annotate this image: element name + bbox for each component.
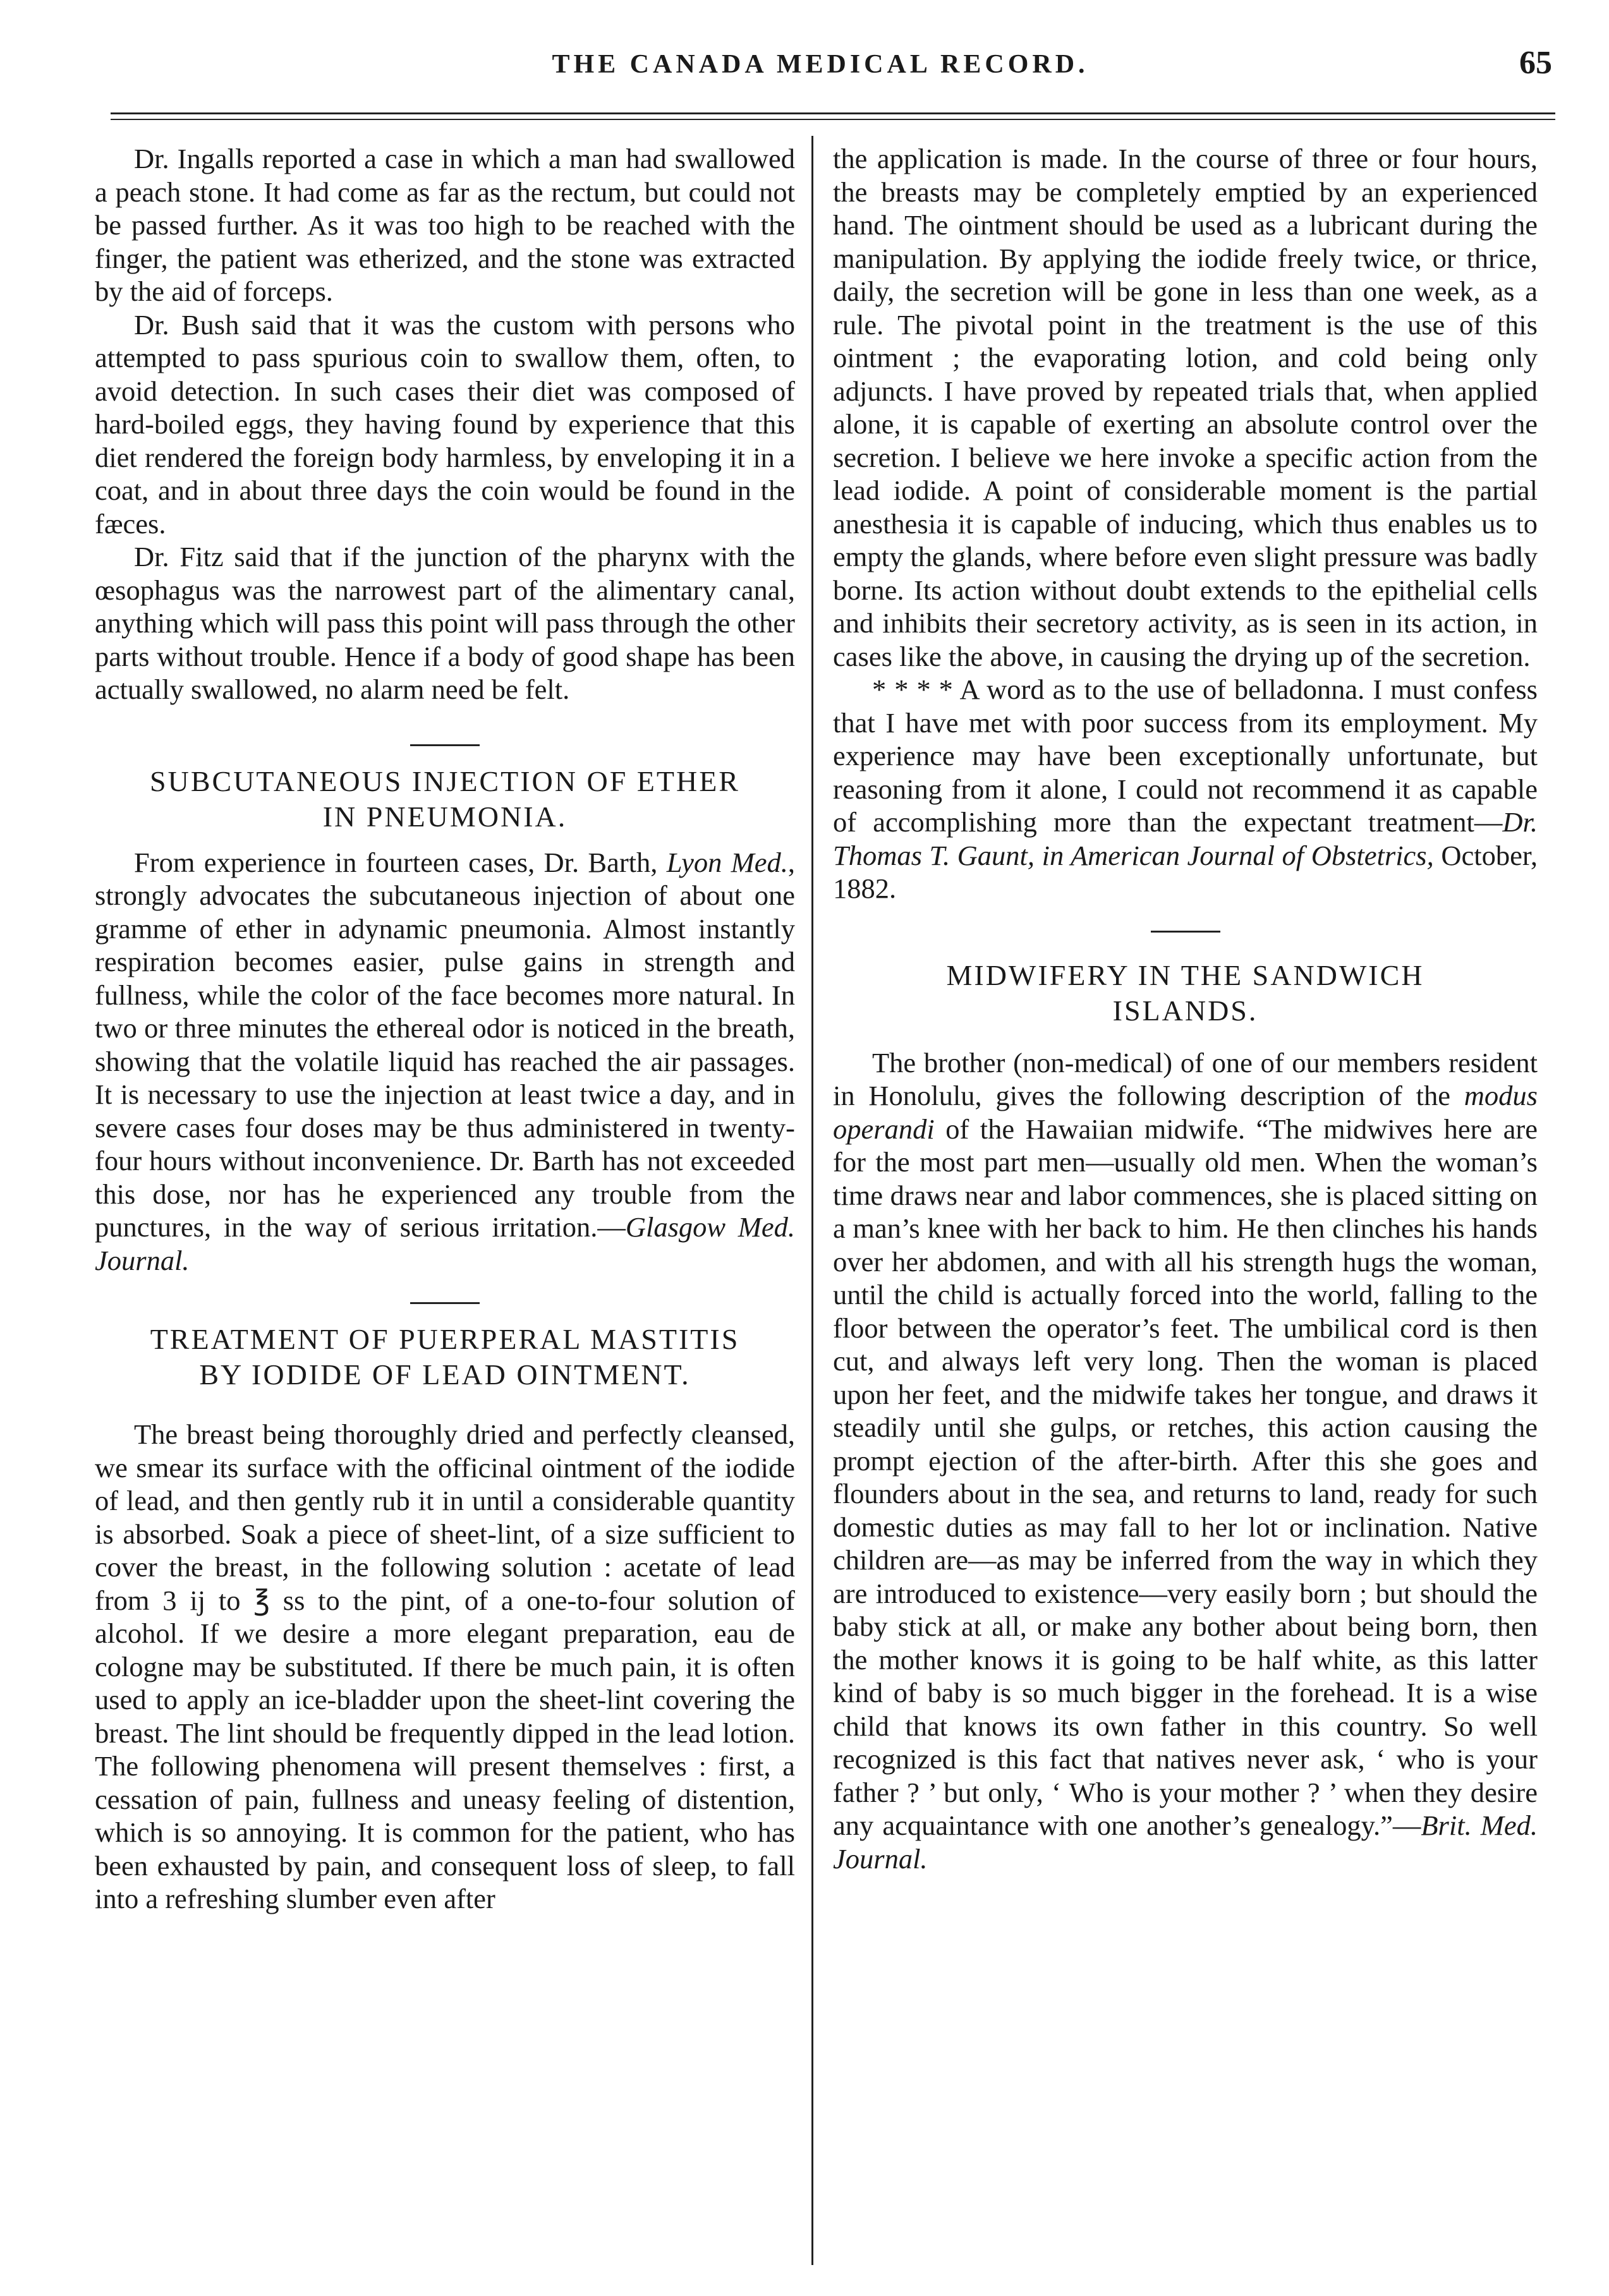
midwifery-section-title: [833, 958, 1538, 1029]
midwifery-article-body: [833, 1046, 1538, 1876]
ether-section-title: [95, 764, 795, 835]
ether-article-body: [95, 846, 795, 1278]
belladonna-paragraph: [833, 673, 1538, 905]
mastitis-section-title: [95, 1322, 795, 1393]
mastitis-title-line-1: TREATMENT OF PUERPERAL MASTITIS: [150, 1323, 740, 1355]
mastitis-title-line-2: BY IODIDE OF LEAD OINTMENT.: [199, 1358, 691, 1391]
header-rule-secondary: [111, 119, 1555, 120]
right-column: [833, 142, 1538, 1875]
midwifery-text-a: The brother (non-medical) of one of our members resident in Honolulu, gives the following description of the: [833, 1046, 1538, 1111]
midwifery-title-line-2: ISLANDS.: [1112, 994, 1258, 1027]
ether-title-line-1: SUBCUTANEOUS INJECTION OF ETHER: [150, 764, 740, 797]
column-divider: [811, 136, 813, 2265]
header-rule: [111, 112, 1555, 114]
left-column: [95, 142, 795, 1916]
midwifery-text-b: of the Hawaiian midwife. “The midwives here are for the most part men—usually old men. When the woman’s time draws near and labor commences, she is placed sitting on a man’s knee with her back to him. He then clinches his hands over her abdomen, and with all his strength hugs the woman, until the child is actually forced into the world, falling to the floor between the operator’s feet. The umbilical cord is then cut, and always left very long. Then the woman is placed upon her feet, and the midwife takes her tongue, and draws it steadily until she gulps, or retches, this action causing the prompt ejection of the after-birth. After this she goes and flounders about in the sea, and returns to land, ready for such domestic duties as may fall to her lot or inclination. Native children are—as may be inferred from the way in which they are introduced to existence—very easily born ; but should the baby stick at all, or make any bother about being born, then the mother knows it is going to be half white, as this latter kind of baby is so much bigger in the forehead. It is a wise child that knows its own father in this country. So well recognized is this fact that natives never ask, ‘ who is your father ? ’ but only, ‘ Who is your mother ? ’ when they desire any acquaintance with one another’s genealogy.”—: [833, 1113, 1538, 1841]
belladonna-source: Dr. Thomas T. Gaunt, in American Journal of Obstetrics,: [833, 806, 1538, 871]
page-number: 65: [1519, 45, 1552, 81]
paragraph-ingalls: Dr. Ingalls reported a case in which a man had swallowed a peach stone. It had come as far as the rectum, but could not be passed further. As it was too high to be reached with the finger, the patient was etherized, and the stone was extracted by the aid of forceps.: [95, 143, 795, 307]
mastitis-article-body: The breast being thoroughly dried and perfectly cleansed, we smear its surface with the officinal ointment of the iodide of lead, and then gently rub it in until a considerable quantity is absorbed. Soak a piece of sheet-lint, of a size sufficient to cover the breast, in the following solution : acetate of lead from 3 ij to ℥ ss to the pint, of a one-to-four solution of alcohol. If we desire a more elegant preparation, eau de cologne may be substituted. If there be much pain, it is often used to apply an ice-bladder upon the sheet-lint covering the breast. The lint should be frequently dipped in the lead lotion. The following phenomena will present themselves : first, a cessation of pain, fullness and uneasy feeling of distention, which is so annoying. It is common for the patient, who has been exhausted by pain, and consequent loss of sleep, to fall into a refreshing slumber even after: [95, 1418, 795, 1914]
midwifery-source: Brit. Med. Journal.: [833, 1810, 1538, 1875]
ether-title-line-2: IN PNEUMONIA.: [322, 800, 568, 833]
paragraph-fitz: Dr. Fitz said that if the junction of the pharynx with the œsophagus was the narrowest part of the alimentary canal, anything which will pass this point will pass through the other parts without trouble. Hence if a body of good shape has been actually swallowed, no alarm need be felt.: [95, 541, 795, 705]
ether-source-glasgow: Glasgow Med. Journal.: [95, 1211, 795, 1276]
ether-text-a: From experience in fourteen cases, Dr. Barth,: [134, 846, 667, 878]
mastitis-article-continued: the application is made. In the course of three or four hours, the breasts may be completely emptied by an experienced hand. The ointment should be used as a lubricant during the manipulation. By applying the iodide freely twice, or thrice, daily, the secretion will be gone in less than one week, as a rule. The pivotal point in the treatment is the use of this ointment ; the evaporating lotion, and cold being only adjuncts. I have proved by repeated trials that, when applied alone, it is capable of exerting an absolute control over the secretion. I believe we here invoke a specific action from the lead iodide. A point of considerable moment is the partial anesthesia it is capable of inducing, which thus enables us to empty the glands, where before even slight pressure was badly borne. Its action without doubt extends to the epithelial cells and inhibits their secretory activity, as is seen in its action, in cases like the above, in causing the drying up of the secretion.: [833, 143, 1538, 672]
midwifery-latin-term: modus operandi: [833, 1080, 1538, 1145]
running-head: THE CANADA MEDICAL RECORD.: [552, 50, 1089, 79]
page-header: [88, 38, 1552, 88]
ether-text-b: , strongly advocates the subcutaneous injection of about one gramme of ether in adynamic pneumonia. Almost instantly respiration becomes easier, pulse gains in strength and fullness, while the color of the face becomes more natural. In two or three minutes the ethereal odor is noticed in the breath, showing that the volatile liquid has reached the air passages. It is necessary to use the injection at least twice a day, and in severe cases four doses may be thus administered in twenty-four hours without inconvenience. Dr. Barth has not exceeded this dose, nor has he experienced any trouble from the punctures, in the way of serious irritation.—: [95, 846, 795, 1243]
belladonna-date: October, 1882.: [833, 839, 1538, 904]
ether-source-lyon: Lyon Med.: [666, 846, 788, 878]
midwifery-title-line-1: MIDWIFERY IN THE SANDWICH: [946, 958, 1424, 991]
belladonna-text: * * * * A word as to the use of belladonna. I must confess that I have met with poor success from its employment. My experience may have been exceptionally unfortunate, but reasoning from it alone, I could not recommend it as capable of accomplishing more than the expectant treatment—: [833, 674, 1538, 838]
paragraph-bush: Dr. Bush said that it was the custom with persons who attempted to pass spurious coin to swallow them, often, to avoid detection. In such cases their diet was composed of hard-boiled eggs, they having found by experience that this diet rendered the foreign body harmless, by enveloping it in a coat, and in about three days the coin would be found in the fæces.: [95, 308, 795, 540]
